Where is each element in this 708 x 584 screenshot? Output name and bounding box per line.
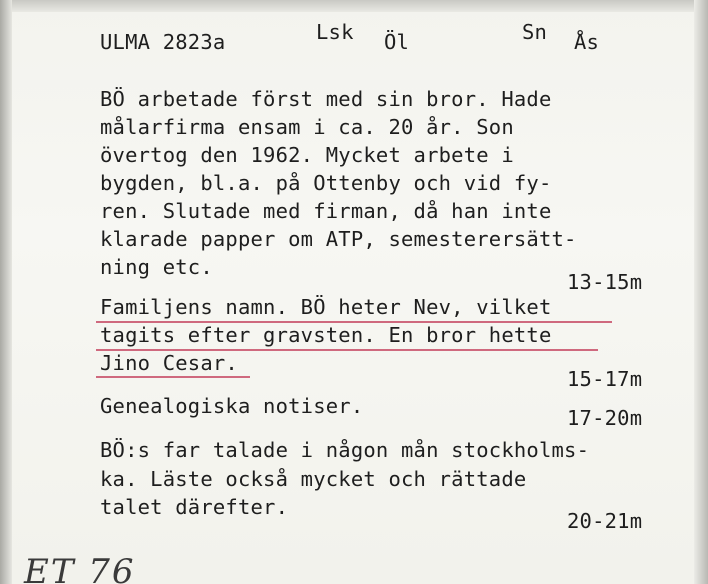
parish-label: Sn [522, 20, 548, 44]
entry-line: Jino Cesar. [100, 351, 238, 375]
red-underline [96, 376, 250, 378]
handwritten-note: ET 76 [24, 552, 136, 584]
entry-line: BÖ:s far talade i någon mån stockholms- [100, 438, 590, 462]
card-right-edge [694, 0, 708, 584]
province: Lsk [316, 20, 354, 44]
time-stamp: 13-15m [567, 270, 643, 294]
card-top-edge [0, 0, 708, 12]
entry-line: ka. Läste också mycket och rättade [100, 467, 527, 491]
entry-line: talet därefter. [100, 495, 289, 519]
entry-line: BÖ arbetade först med sin bror. Hade [100, 87, 552, 111]
parish: Ås [574, 30, 600, 54]
entry-line: tagits efter gravsten. En bror hette [100, 323, 552, 347]
card-left-edge [0, 0, 12, 584]
entry-line: ren. Slutade med firman, då han inte [100, 199, 552, 223]
entry-line: Familjens namn. BÖ heter Nev, vilket [100, 295, 552, 319]
district: Öl [384, 30, 410, 54]
archive-code: ULMA 2823a [100, 30, 226, 54]
entry-line: målarfirma ensam i ca. 20 år. Son [100, 115, 514, 139]
entry-line: övertog den 1962. Mycket arbete i [100, 143, 514, 167]
entry-line: Genealogiska notiser. [100, 394, 364, 418]
time-stamp: 15-17m [567, 367, 643, 391]
time-stamp: 20-21m [567, 509, 643, 533]
entry-line: bygden, bl.a. på Ottenby och vid fy- [100, 171, 552, 195]
entry-line: klarade papper om ATP, semesterersätt- [100, 227, 577, 251]
time-stamp: 17-20m [567, 406, 643, 430]
entry-line: ning etc. [100, 255, 213, 279]
